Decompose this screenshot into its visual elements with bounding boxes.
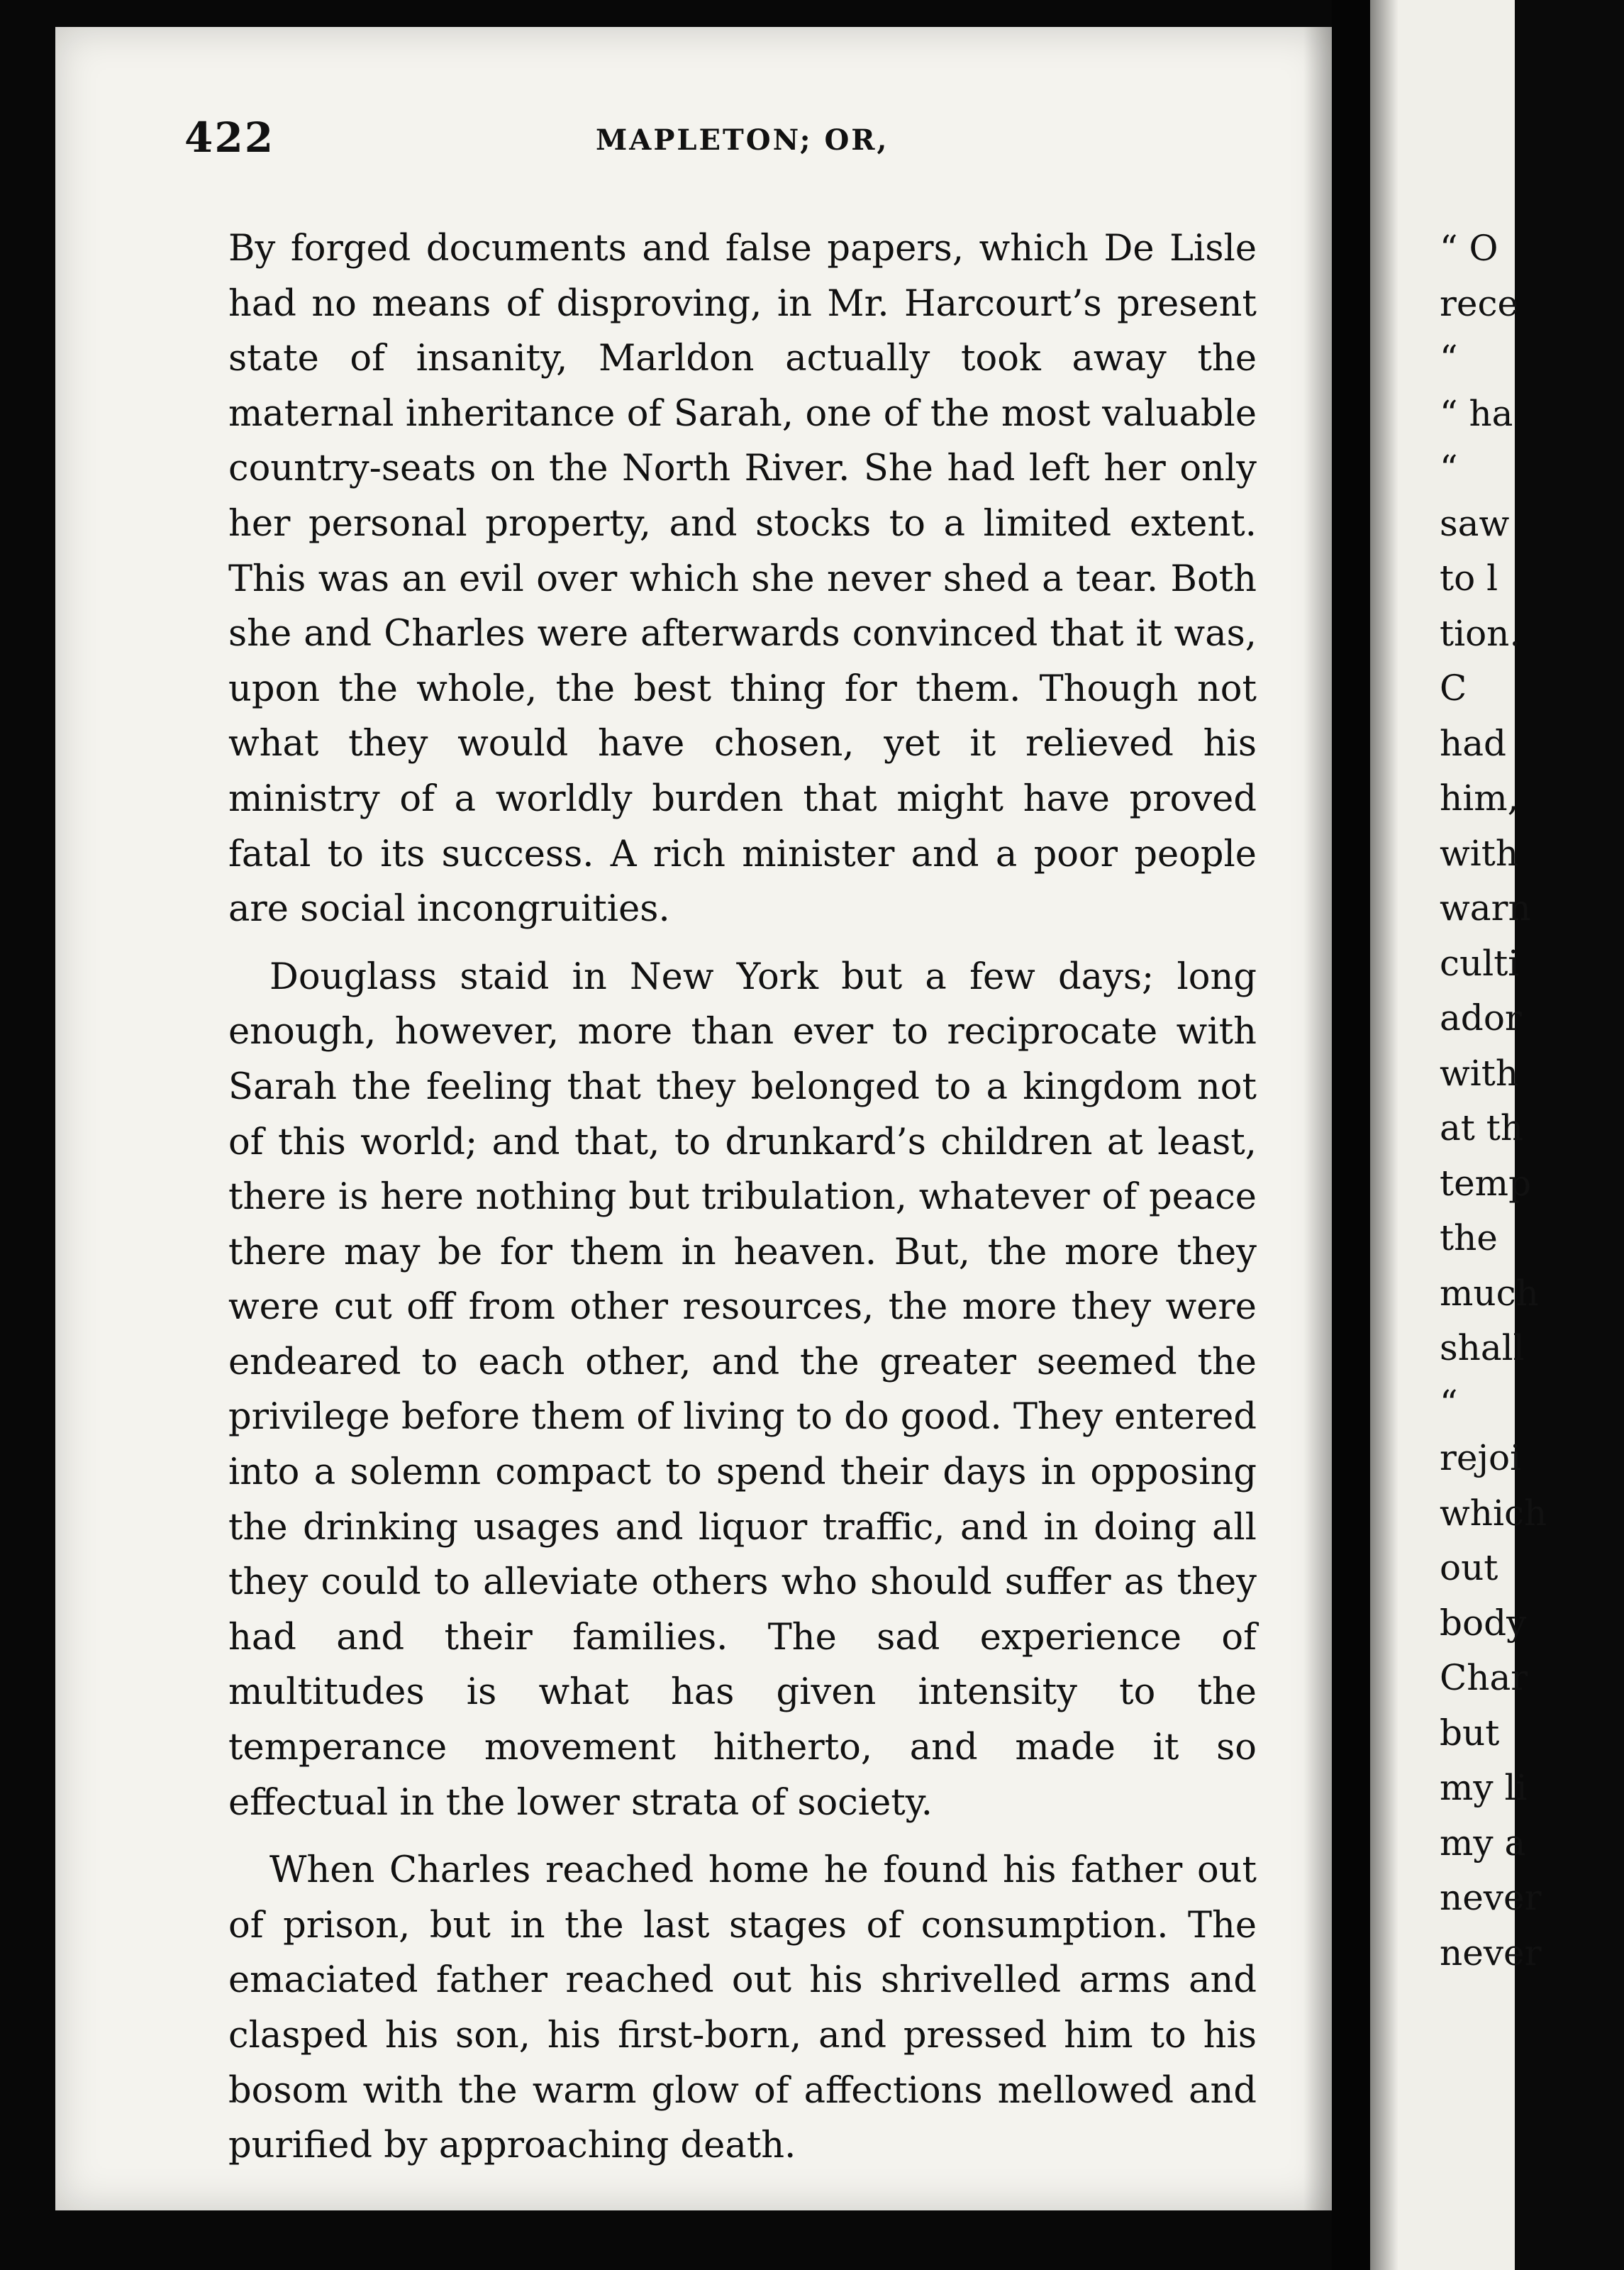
facing-line: him,	[1440, 777, 1519, 819]
facing-line: ador	[1440, 997, 1522, 1039]
facing-line: which	[1440, 1492, 1547, 1534]
facing-line: had	[1440, 722, 1507, 764]
paragraph: Douglass staid in New York but a few days; long enough, however, more than ever to reciprocate with Sarah the feeling that they belonged to a kingdom not of this world; and that, to drunkard’s children at least, there is here nothing but tribulation, whatever of peace there may be for them in heaven. But, the more they were cut off from other resources, the more they were endeared to each other, and the greater seemed the privilege before them of living to do good. They entered into a solemn compact to spend their days in opposing the drinking usages and liquor traffic, and in doing all they could to alleviate others who should suffer as they had and their families. The sad experience of multitudes is what has given intensity to the temperance movement hitherto, and made it so effectual in the lower strata of society.	[228, 956, 1257, 1824]
page-header	[184, 92, 1269, 170]
facing-line: tion.	[1440, 612, 1521, 654]
facing-line: rece	[1440, 282, 1519, 324]
facing-line: “ O	[1440, 228, 1498, 269]
facing-line: “	[1440, 1382, 1458, 1424]
facing-line: never	[1440, 1932, 1542, 1973]
facing-line: “ ha	[1440, 392, 1513, 434]
facing-line: body	[1440, 1602, 1527, 1644]
facing-line: saw	[1440, 502, 1510, 544]
book-gutter	[1332, 0, 1370, 2270]
paragraph: When Charles reached home he found his father out of prison, but in the last stages of consumption. The emaciated father reached out his shrivelled arms and clasped his son, his first-born, and pressed him to his bosom with the warm glow of affections mellowed and purified by approaching death.	[228, 1849, 1257, 2167]
facing-line: with	[1440, 832, 1519, 874]
facing-line: my a	[1440, 1822, 1526, 1864]
running-title: MAPLETON; OR,	[596, 123, 889, 157]
facing-line: the	[1440, 1217, 1498, 1258]
facing-line: “	[1440, 338, 1458, 379]
facing-line: temp	[1440, 1162, 1532, 1204]
facing-line: out	[1440, 1547, 1498, 1588]
facing-line: Char	[1440, 1657, 1528, 1698]
facing-line: at th	[1440, 1107, 1524, 1148]
facing-line: to l	[1440, 558, 1498, 599]
facing-line: shall	[1440, 1327, 1525, 1368]
facing-line: “	[1440, 448, 1458, 489]
facing-page-text	[1440, 221, 1624, 1981]
facing-line: warn	[1440, 887, 1531, 929]
facing-page-edge	[1370, 0, 1547, 2270]
facing-line: with	[1440, 1052, 1519, 1094]
page-body	[228, 221, 1257, 2186]
facing-line: rejoi	[1440, 1437, 1522, 1478]
facing-line: much	[1440, 1272, 1539, 1314]
facing-line: culti	[1440, 942, 1520, 984]
page-number: 422	[184, 114, 275, 162]
facing-line: but	[1440, 1712, 1500, 1754]
paragraph: By forged documents and false papers, which De Lisle had no means of disproving, in Mr. Harcourt’s present state of insanity, Marldon actually took away the maternal inheritance of Sarah, one of the most valuable country-seats on the North River. She had left her only her personal property, and stocks to a limited extent. This was an evil over which she never shed a tear. Both she and Charles were afterwards convinced that it was, upon the whole, the best thing for them. Though not what they would have chosen, yet it relieved his ministry of a worldly burden that might have proved fatal to its success. A rich minister and a poor people are social incongruities.	[228, 228, 1257, 931]
facing-line: C	[1440, 668, 1467, 709]
facing-line: never	[1440, 1877, 1542, 1918]
facing-line: my li	[1440, 1767, 1528, 1808]
